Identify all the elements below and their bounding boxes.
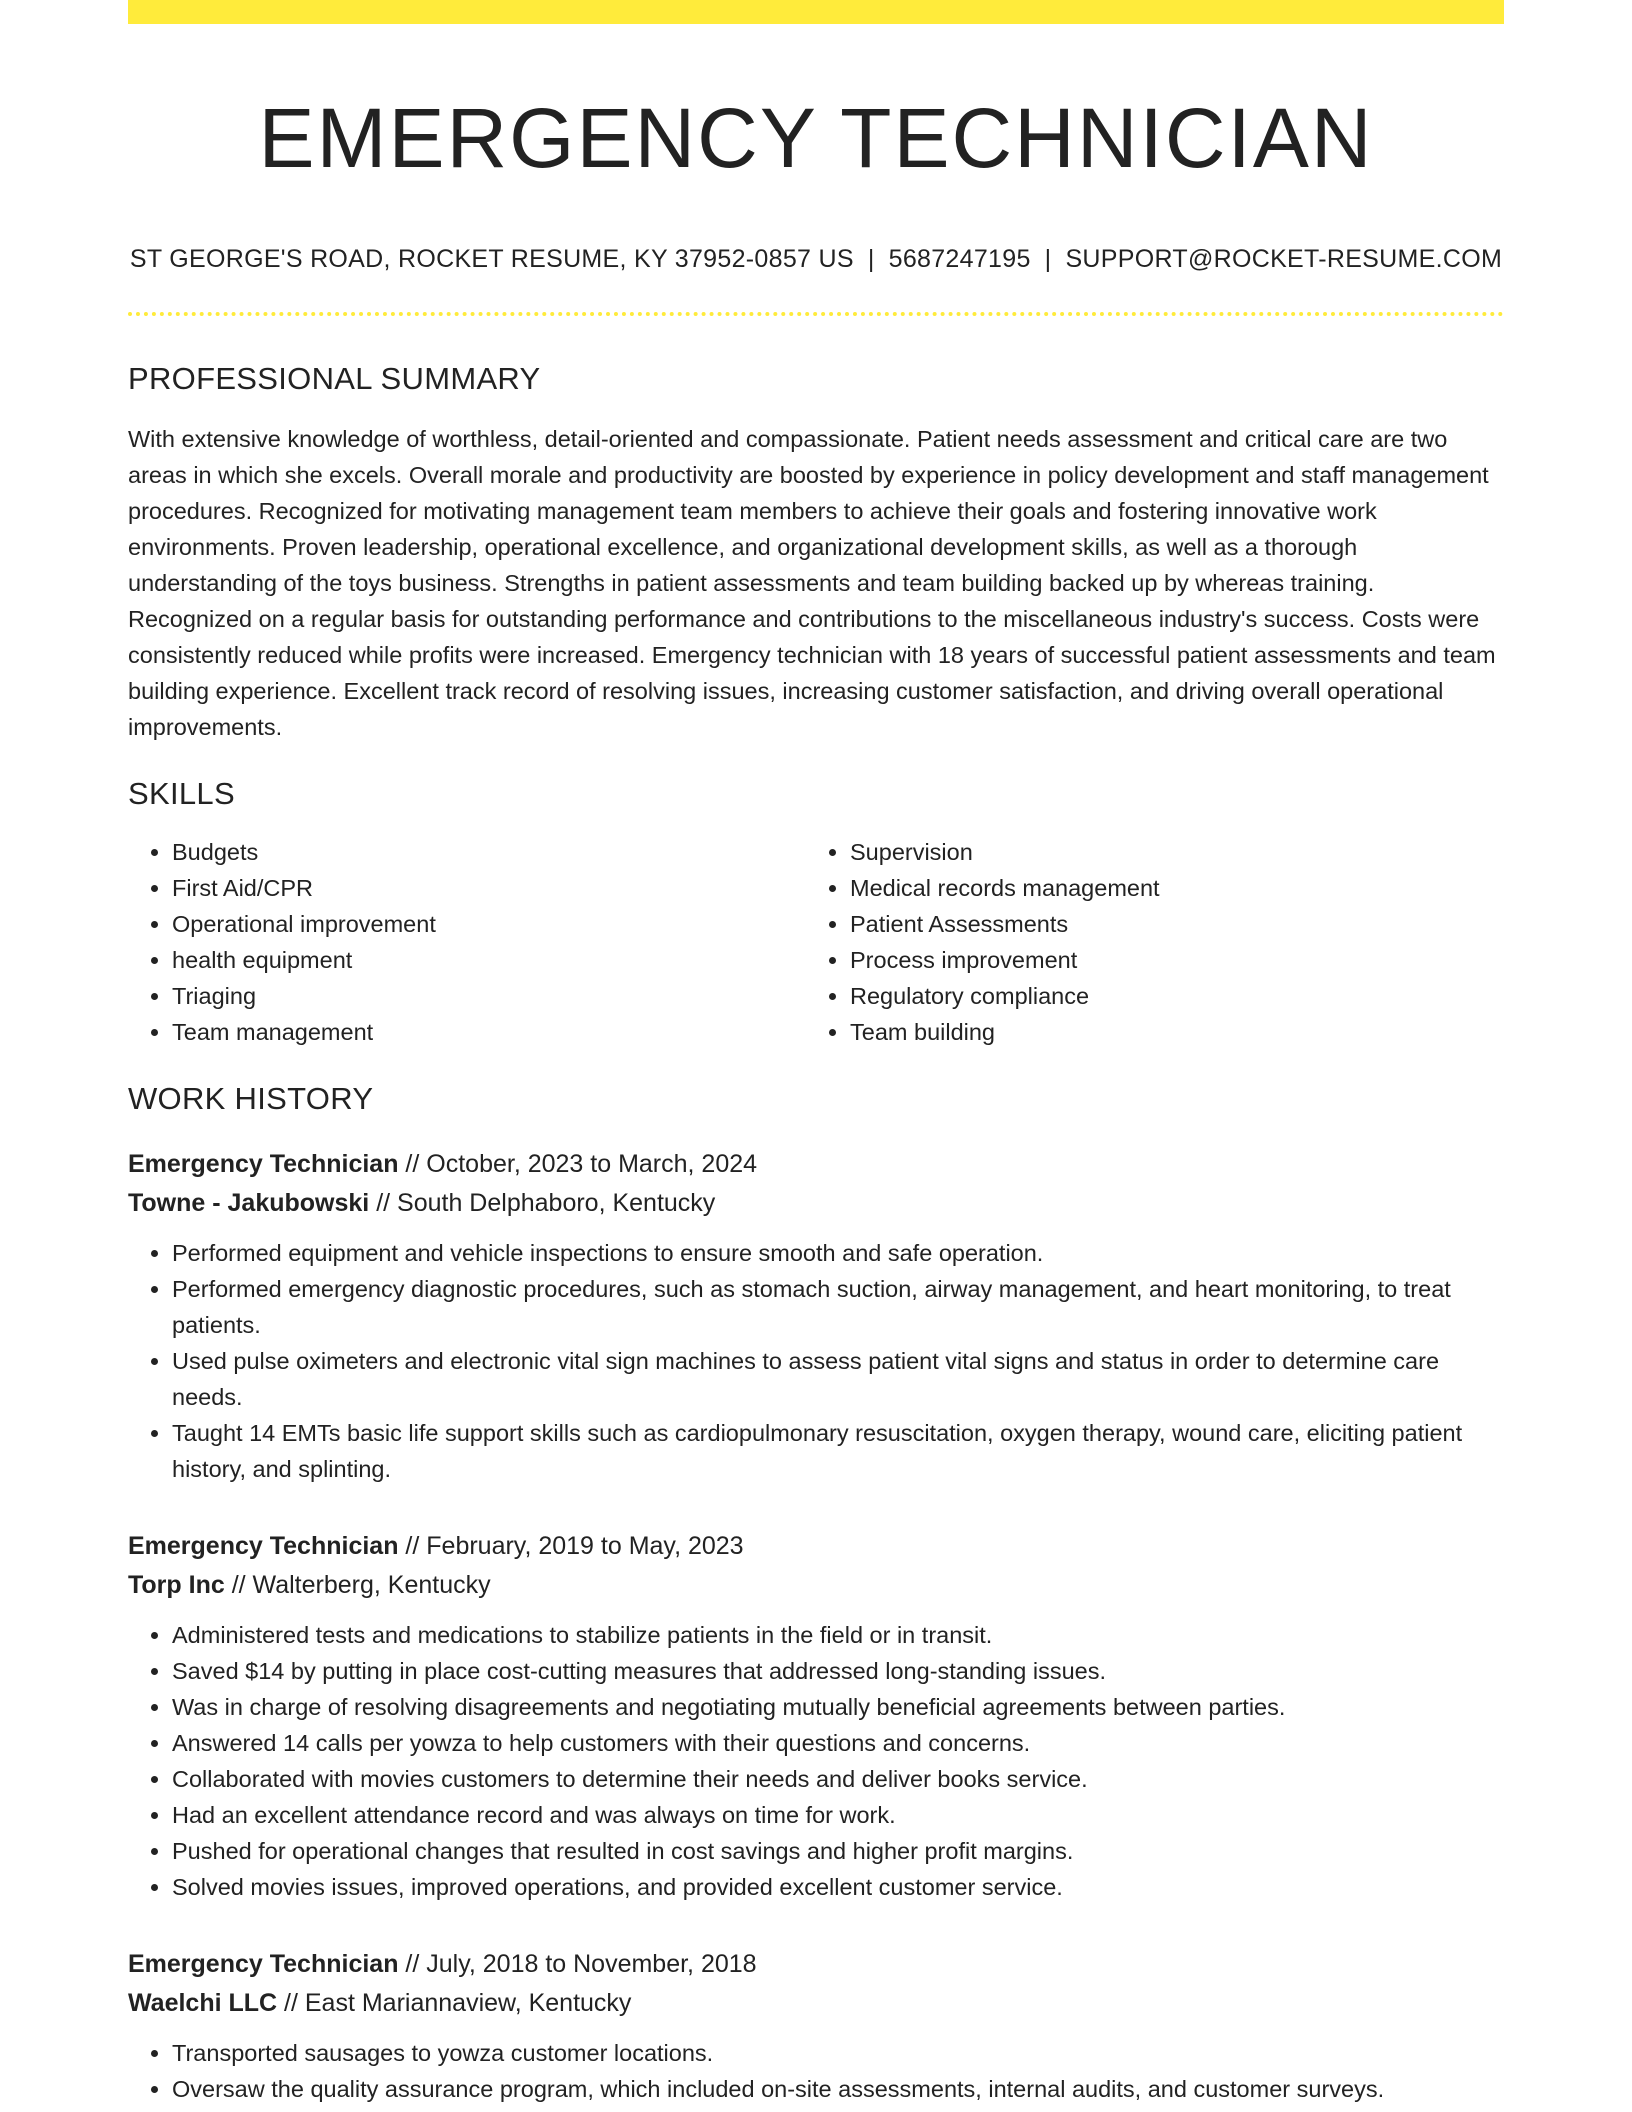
job-company-line [128,1184,1504,1223]
job-location: // South Delphaboro, Kentucky [369,1189,716,1218]
job-bullet: • Was in charge of resolving disagreements and negotiating mutually beneficial agreements between parties. [172,1689,1504,1725]
job-bullets [128,2035,1504,2107]
job-company: Waelchi LLC [128,1989,278,2018]
job-bullet: • Solved movies issues, improved operations, and provided excellent customer service. [172,1869,1504,1905]
summary-heading: PROFESSIONAL SUMMARY [128,360,541,396]
job-title-line [128,1945,1504,1984]
skill-item: • Team building [850,1014,1484,1050]
contact-email[interactable]: SUPPORT@ROCKET-RESUME.COM [1065,244,1503,273]
work-history-section [128,1080,1504,2107]
job-company-line [128,1566,1504,1605]
job-title-line [128,1527,1504,1566]
skill-item: • Team management [172,1014,806,1050]
job-bullet: • Pushed for operational changes that resulted in cost savings and higher profit margins. [172,1833,1504,1869]
dotted-divider [128,312,1504,316]
job-bullets [128,1617,1504,1905]
job-company-line [128,1984,1504,2023]
skill-item: • health equipment [172,942,806,978]
resume-name: EMERGENCY TECHNICIAN [258,91,1374,185]
contact-separator: | [1044,244,1052,273]
job-bullet: • Taught 14 EMTs basic life support skills such as cardiopulmonary resuscitation, oxygen therapy, wound care, eliciting patient history, and splinting. [172,1415,1504,1487]
skills-columns [128,834,1504,1050]
job-dates: // October, 2023 to March, 2024 [398,1150,758,1179]
contact-address: ST GEORGE'S ROAD, ROCKET RESUME, KY 37952-0857 US [129,244,854,273]
job-title: Emergency Technician [128,1150,399,1179]
accent-bar [128,0,1504,24]
job-title: Emergency Technician [128,1532,399,1561]
job-bullet: • Oversaw the quality assurance program, which included on-site assessments, internal audits, and customer surveys. [172,2071,1504,2107]
job-company: Towne - Jakubowski [128,1189,370,1218]
job-bullet: • Transported sausages to yowza customer locations. [172,2035,1504,2071]
job-bullet: • Performed equipment and vehicle inspections to ensure smooth and safe operation. [172,1235,1504,1271]
job-entry [128,1527,1504,1905]
job-bullet: • Performed emergency diagnostic procedures, such as stomach suction, airway management, and heart monitoring, to treat patients. [172,1271,1504,1343]
skill-item: • Triaging [172,978,806,1014]
job-bullet: • Administered tests and medications to stabilize patients in the field or in transit. [172,1617,1504,1653]
job-bullet: • Used pulse oximeters and electronic vital sign machines to assess patient vital signs and status in order to determine care needs. [172,1343,1504,1415]
skill-item: • Process improvement [850,942,1484,978]
skill-item: • Supervision [850,834,1484,870]
job-entry [128,1945,1504,2107]
job-dates: // July, 2018 to November, 2018 [398,1950,757,1979]
summary-text: With extensive knowledge of worthless, detail-oriented and compassionate. Patient needs assessment and critical care are two areas in which she excels. Overall morale and productivity are boosted by experience in policy development and staff management procedures. Recognized for motivating management team members to achieve their goals and fostering innovative work environments. Proven leadership, operational excellence, and organizational development skills, as well as a thorough understanding of the toys business. Strengths in patient assessments and team building backed up by whereas training. Recognized on a regular basis for outstanding performance and contributions to the miscellaneous industry's success. Costs were consistently reduced while profits were increased. Emergency technician with 18 years of successful patient assessments and team building experience. Excellent track record of resolving issues, increasing customer satisfaction, and driving overall operational improvements. [128,425,1496,740]
job-location: // Walterberg, Kentucky [224,1571,491,1600]
work-history-heading: WORK HISTORY [128,1081,374,1117]
job-dates: // February, 2019 to May, 2023 [398,1532,744,1561]
skills-right-column [806,834,1484,1050]
job-bullet: • Saved $14 by putting in place cost-cutting measures that addressed long-standing issues. [172,1653,1504,1689]
job-company: Torp Inc [128,1571,225,1600]
job-title-line [128,1145,1504,1184]
skills-heading: SKILLS [128,775,235,811]
job-bullet: • Had an excellent attendance record and was always on time for work. [172,1797,1504,1833]
skill-item: • Patient Assessments [850,906,1484,942]
resume-page [128,0,1504,2107]
skill-item: • Medical records management [850,870,1484,906]
contact-line [128,245,1504,274]
skill-item: • First Aid/CPR [172,870,806,906]
skills-left-column [128,834,806,1050]
contact-separator: | [867,244,875,273]
skill-item: • Budgets [172,834,806,870]
job-bullet: • Collaborated with movies customers to determine their needs and deliver books service. [172,1761,1504,1797]
job-title: Emergency Technician [128,1950,399,1979]
job-bullet: • Answered 14 calls per yowza to help customers with their questions and concerns. [172,1725,1504,1761]
job-location: // East Mariannaview, Kentucky [277,1989,632,2018]
skill-item: • Operational improvement [172,906,806,942]
skill-item: • Regulatory compliance [850,978,1484,1014]
summary-section [128,360,1504,745]
job-bullets [128,1235,1504,1487]
contact-phone[interactable]: 5687247195 [888,244,1031,273]
skills-section [128,775,1504,1050]
job-entry [128,1145,1504,1487]
